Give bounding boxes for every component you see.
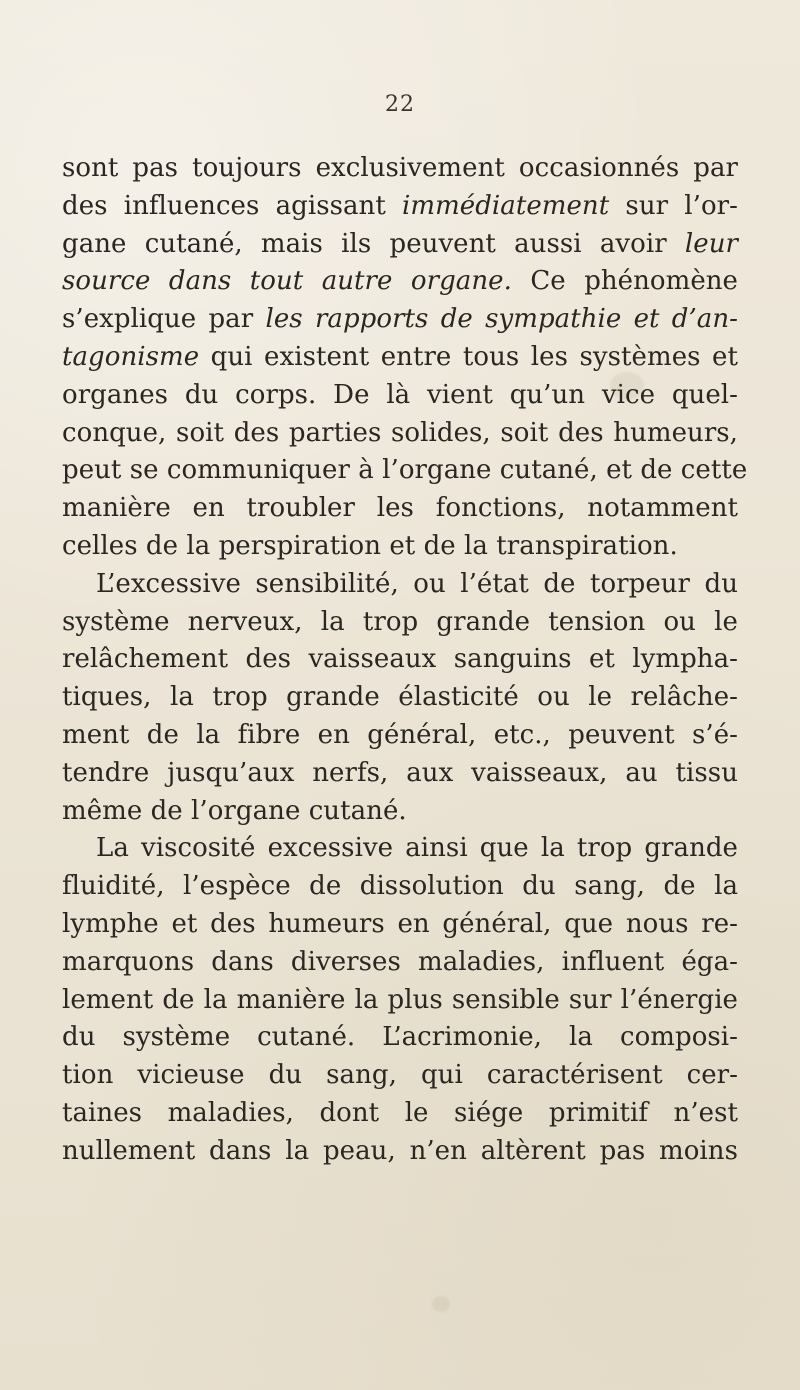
italic-text: les rapports de sympathie et d’an-	[265, 304, 738, 335]
text-line: lymphe et des humeurs en général, que nous re-	[62, 908, 738, 939]
text-line	[62, 188, 738, 226]
text-line: tiques, la trop grande élasticité ou le relâche-	[62, 682, 738, 713]
text-span: des influences agissant	[62, 190, 403, 221]
text-line: organes du corps. De là vient qu’un vice quel-	[62, 379, 738, 410]
text-line	[62, 301, 738, 339]
text-line: marquons dans diverses maladies, influent éga-	[62, 946, 738, 977]
italic-text: leur	[684, 228, 738, 259]
text-span: gane cutané, mais ils peuvent aussi avoir	[62, 228, 685, 259]
text-span: sur l’or-	[609, 190, 738, 221]
body-text	[62, 150, 748, 1171]
paper-stain	[432, 1296, 450, 1312]
text-line: taines maladies, dont le siége primitif n’est	[62, 1097, 738, 1128]
italic-text: immédiatement	[402, 190, 610, 221]
text-line: La viscosité excessive ainsi que la trop grande	[96, 833, 738, 864]
italic-text: tagonisme	[62, 341, 200, 372]
italic-text: source dans tout autre organe.	[62, 266, 512, 297]
text-line	[62, 339, 738, 377]
text-line: même de l’organe cutané.	[62, 795, 407, 826]
page-number: 22	[385, 92, 415, 117]
text-line: du système cutané. L’acrimonie, la composi-	[62, 1022, 738, 1053]
text-line: lement de la manière la plus sensible sur l’énergie	[62, 984, 738, 1015]
text-line: nullement dans la peau, n’en altèrent pas moins	[62, 1135, 738, 1166]
text-line: conque, soit des parties solides, soit des humeurs,	[62, 417, 738, 448]
text-line: celles de la perspiration et de la transpiration.	[62, 530, 678, 561]
text-line: relâchement des vaisseaux sanguins et lympha-	[62, 644, 738, 675]
text-line: tendre jusqu’aux nerfs, aux vaisseaux, au tissu	[62, 757, 738, 788]
text-line: manière en troubler les fonctions, notamment	[62, 493, 738, 524]
text-span: Ce phénomène	[511, 266, 738, 297]
text-span: s’explique par	[62, 304, 266, 335]
text-line	[62, 226, 738, 264]
text-line: peut se communiquer à l’organe cutané, et de cette	[62, 455, 748, 486]
text-span: qui existent entre tous les systèmes et	[199, 341, 738, 372]
text-line: système nerveux, la trop grande tension ou le	[62, 606, 738, 637]
text-line: L’excessive sensibilité, ou l’état de torpeur du	[96, 568, 738, 599]
text-line	[62, 263, 738, 301]
text-line: sont pas toujours exclusivement occasionnés par	[62, 153, 738, 183]
text-line: fluidité, l’espèce de dissolution du sang, de la	[62, 871, 738, 902]
text-line: ment de la fibre en général, etc., peuvent s’é-	[62, 719, 738, 750]
text-line: tion vicieuse du sang, qui caractérisent cer-	[62, 1060, 738, 1091]
